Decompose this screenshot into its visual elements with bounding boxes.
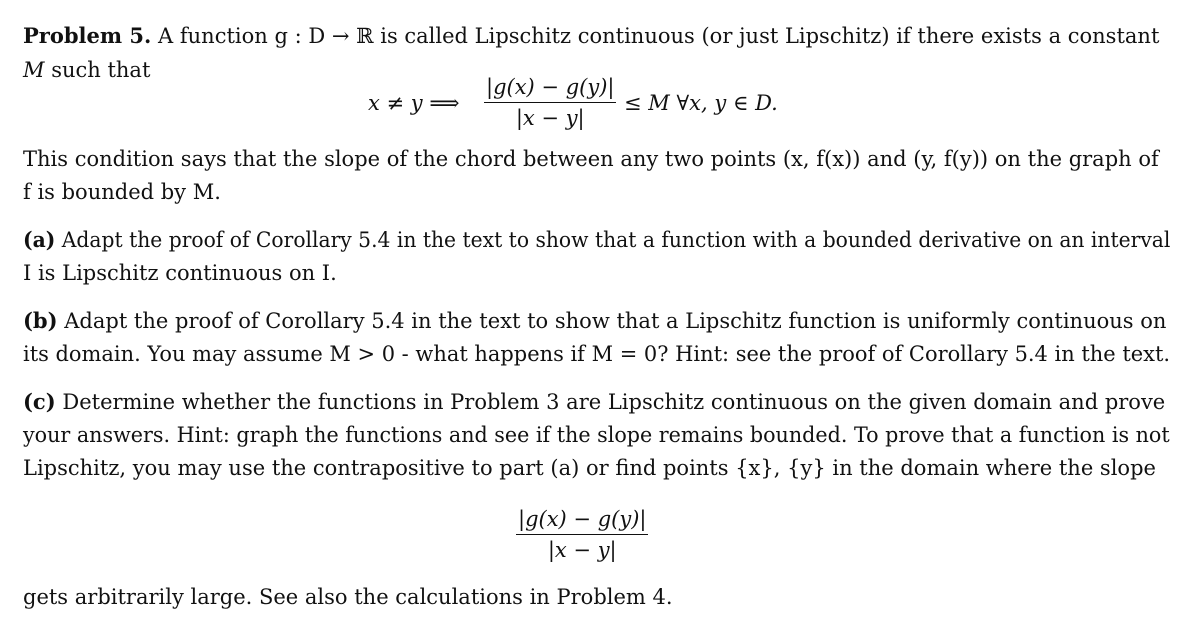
part-a-line-2: I is Lipschitz continuous on I. xyxy=(23,261,337,285)
slope-fraction-numerator: |g(x) − g(y)| xyxy=(516,506,648,535)
part-c-label: (c) xyxy=(23,389,56,414)
slope-fraction xyxy=(516,506,648,563)
part-a-label: (a) xyxy=(23,227,56,252)
var-m: M xyxy=(23,58,45,82)
problem-intro-line-2 xyxy=(23,56,150,84)
problem-intro-text: A function g : D → ℝ is called Lipschitz continuous (or just Lipschitz) if there exists a constant xyxy=(158,24,1160,48)
problem-heading: Problem 5. xyxy=(23,23,152,48)
part-a-line-1 xyxy=(23,226,1170,254)
part-c-line-3: Lipschitz, you may use the contrapositive to part (a) or find points {x}, {y} in the domain where the slope xyxy=(23,456,1156,480)
part-c-closing: gets arbitrarily large. See also the calculations in Problem 4. xyxy=(23,585,673,609)
part-c-line-2: your answers. Hint: graph the functions and see if the slope remains bounded. To prove that a function is not xyxy=(23,423,1170,447)
display-fraction xyxy=(484,74,616,131)
display-fraction-numerator: |g(x) − g(y)| xyxy=(484,74,616,103)
part-b-line-2: its domain. You may assume M > 0 - what happens if M = 0? Hint: see the proof of Corollary 5.4 in the text. xyxy=(23,342,1171,366)
part-b-label: (b) xyxy=(23,308,58,333)
part-b-text: Adapt the proof of Corollary 5.4 in the text to show that a Lipschitz function is uniformly continuous on xyxy=(64,309,1167,333)
part-c-text: Determine whether the functions in Problem 3 are Lipschitz continuous on the given domain and prove xyxy=(62,390,1166,414)
part-a-text: Adapt the proof of Corollary 5.4 in the text to show that a function with a bounded derivative on an interval xyxy=(61,228,1171,252)
display-implication: x ≠ y ⟹ xyxy=(368,91,460,115)
such-that-text: such that xyxy=(44,58,151,82)
display-bound: ≤ M ∀x, y ∈ D. xyxy=(624,91,778,115)
display-fraction-denominator: |x − y| xyxy=(515,106,585,130)
condition-line-1: This condition says that the slope of the chord between any two points (x, f(x)) and (y, f(y)) on the graph of xyxy=(23,147,1159,171)
slope-fraction-denominator: |x − y| xyxy=(547,538,617,562)
part-b-line-1 xyxy=(23,307,1166,335)
problem-intro-line-1 xyxy=(23,22,1159,50)
condition-line-2: f is bounded by M. xyxy=(23,180,221,204)
part-c-line-1 xyxy=(23,388,1165,416)
